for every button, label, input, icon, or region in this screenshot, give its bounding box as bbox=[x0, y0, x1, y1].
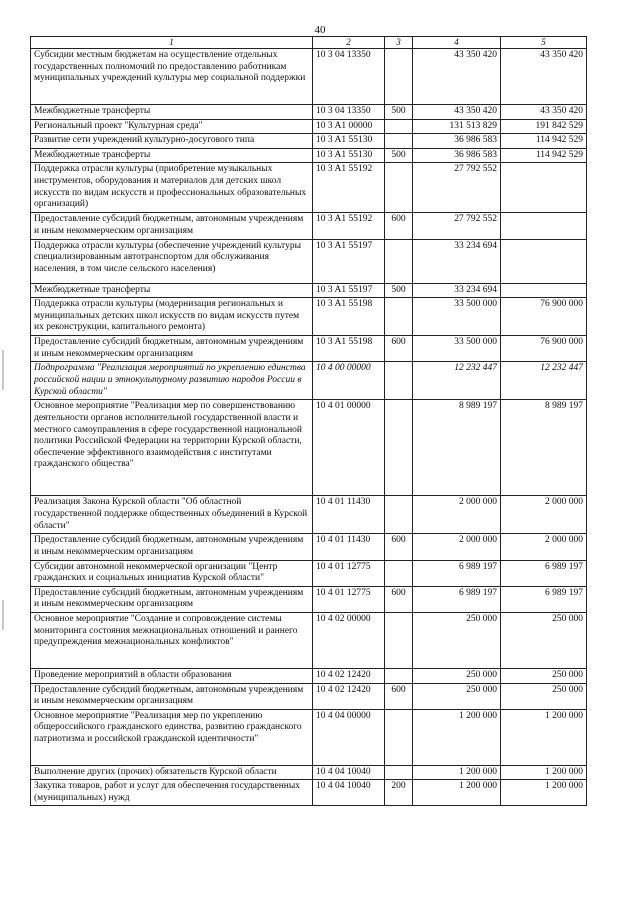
row-amount-1: 131 513 829 bbox=[413, 119, 501, 134]
row-code: 10 3 A1 55192 bbox=[313, 213, 385, 239]
row-amount-1: 250 000 bbox=[413, 683, 501, 709]
table-row bbox=[31, 668, 587, 683]
table-row bbox=[31, 765, 587, 780]
row-expense-type bbox=[385, 496, 413, 534]
row-amount-1: 33 500 000 bbox=[413, 298, 501, 336]
row-expense-type: 600 bbox=[385, 213, 413, 239]
row-name: Проведение мероприятий в области образования bbox=[31, 668, 313, 683]
row-name: Поддержка отрасли культуры (модернизация региональных и муниципальных детских школ искусств по видам искусств путем их реконструкции, капитального ремонта) bbox=[31, 298, 313, 336]
column-number: 2 bbox=[313, 37, 385, 49]
row-code: 10 3 A1 55192 bbox=[313, 163, 385, 213]
table-row bbox=[31, 560, 587, 586]
row-name: Предоставление субсидий бюджетным, автономным учреждениям и иным некоммерческим организациям bbox=[31, 586, 313, 612]
row-amount-2 bbox=[501, 163, 587, 213]
row-code: 10 4 00 00000 bbox=[313, 362, 385, 400]
row-name: Поддержка отрасли культуры (обеспечение учреждений культуры специализированным автотранспортом для обслуживания населения, в том числе сельского населения) bbox=[31, 239, 313, 283]
row-expense-type: 600 bbox=[385, 336, 413, 362]
row-code: 10 3 A1 55130 bbox=[313, 134, 385, 149]
row-code: 10 4 02 12420 bbox=[313, 668, 385, 683]
row-name: Межбюджетные трансферты bbox=[31, 283, 313, 298]
row-amount-1: 6 989 197 bbox=[413, 560, 501, 586]
row-amount-1: 27 792 552 bbox=[413, 213, 501, 239]
row-code: 10 4 01 12775 bbox=[313, 586, 385, 612]
row-expense-type bbox=[385, 298, 413, 336]
row-name: Субсидии местным бюджетам на осуществление отдельных государственных полномочий по предоставлению работникам муниципальных учреждений культуры мер социальной поддержки bbox=[31, 49, 313, 105]
row-name: Межбюджетные трансферты bbox=[31, 105, 313, 120]
table-row bbox=[31, 163, 587, 213]
row-name: Закупка товаров, работ и услуг для обеспечения государственных (муниципальных) нужд bbox=[31, 780, 313, 806]
row-code: 10 3 A1 55197 bbox=[313, 283, 385, 298]
scan-edge-mark bbox=[2, 600, 4, 630]
table-row bbox=[31, 586, 587, 612]
row-code: 10 4 04 10040 bbox=[313, 780, 385, 806]
row-amount-1: 33 500 000 bbox=[413, 336, 501, 362]
row-amount-2: 191 842 529 bbox=[501, 119, 587, 134]
row-amount-2: 1 200 000 bbox=[501, 765, 587, 780]
row-amount-2: 2 000 000 bbox=[501, 534, 587, 560]
table-row bbox=[31, 239, 587, 283]
row-amount-1: 1 200 000 bbox=[413, 780, 501, 806]
table-row bbox=[31, 298, 587, 336]
row-amount-2: 76 900 000 bbox=[501, 298, 587, 336]
row-expense-type bbox=[385, 239, 413, 283]
row-amount-2: 12 232 447 bbox=[501, 362, 587, 400]
table-row bbox=[31, 683, 587, 709]
column-number: 3 bbox=[385, 37, 413, 49]
row-name: Основное мероприятие "Реализация мер по совершенствованию деятельности органов исполнительной государственной власти и местного самоуправления в сфере государственной национальной политики Российской Федерации на территории Курской области, обеспечение эффективного взаимодействия с институтами гражданского общества" bbox=[31, 400, 313, 496]
table-row bbox=[31, 49, 587, 105]
row-amount-1: 2 000 000 bbox=[413, 534, 501, 560]
row-name: Подпрограмма "Реализация мероприятий по укреплению единства российской нации и этнокультурному развитию народов России в Курской области" bbox=[31, 362, 313, 400]
row-name: Реализация Закона Курской области "Об областной государственной поддержке общественных объединений в Курской области" bbox=[31, 496, 313, 534]
row-amount-1: 1 200 000 bbox=[413, 765, 501, 780]
row-code: 10 4 01 12775 bbox=[313, 560, 385, 586]
row-amount-2: 250 000 bbox=[501, 668, 587, 683]
row-amount-2: 6 989 197 bbox=[501, 586, 587, 612]
row-expense-type bbox=[385, 612, 413, 668]
table-row bbox=[31, 709, 587, 765]
table-row bbox=[31, 400, 587, 496]
row-amount-1: 250 000 bbox=[413, 668, 501, 683]
row-amount-1: 43 350 420 bbox=[413, 105, 501, 120]
row-amount-2: 2 000 000 bbox=[501, 496, 587, 534]
row-expense-type: 500 bbox=[385, 283, 413, 298]
row-code: 10 4 01 00000 bbox=[313, 400, 385, 496]
table-row bbox=[31, 612, 587, 668]
row-amount-1: 43 350 420 bbox=[413, 49, 501, 105]
row-amount-1: 8 989 197 bbox=[413, 400, 501, 496]
row-code: 10 4 02 00000 bbox=[313, 612, 385, 668]
row-amount-2: 6 989 197 bbox=[501, 560, 587, 586]
scan-edge-mark bbox=[2, 350, 4, 390]
row-amount-2 bbox=[501, 239, 587, 283]
row-code: 10 3 A1 00000 bbox=[313, 119, 385, 134]
row-name: Предоставление субсидий бюджетным, автономным учреждениям и иным некоммерческим организациям bbox=[31, 336, 313, 362]
row-amount-1: 36 986 583 bbox=[413, 134, 501, 149]
table-row bbox=[31, 780, 587, 806]
row-code: 10 4 01 11430 bbox=[313, 534, 385, 560]
row-expense-type bbox=[385, 119, 413, 134]
row-amount-2 bbox=[501, 213, 587, 239]
row-name: Поддержка отрасли культуры (приобретение музыкальных инструментов, оборудования и материалов для детских школ искусств по видам искусств и профессиональных образовательных организаций) bbox=[31, 163, 313, 213]
page-number: 40 bbox=[314, 24, 326, 36]
column-number: 4 bbox=[413, 37, 501, 49]
row-name: Межбюджетные трансферты bbox=[31, 148, 313, 163]
table-row bbox=[31, 496, 587, 534]
row-amount-1: 1 200 000 bbox=[413, 709, 501, 765]
row-expense-type bbox=[385, 668, 413, 683]
row-code: 10 3 A1 55198 bbox=[313, 298, 385, 336]
row-amount-2: 1 200 000 bbox=[501, 709, 587, 765]
table-row bbox=[31, 336, 587, 362]
table-row bbox=[31, 119, 587, 134]
row-expense-type: 600 bbox=[385, 586, 413, 612]
row-code: 10 3 04 13350 bbox=[313, 49, 385, 105]
row-expense-type: 600 bbox=[385, 534, 413, 560]
row-code: 10 3 A1 55198 bbox=[313, 336, 385, 362]
row-code: 10 3 A1 55197 bbox=[313, 239, 385, 283]
budget-table bbox=[30, 36, 587, 806]
row-code: 10 4 01 11430 bbox=[313, 496, 385, 534]
row-name: Субсидии автономной некоммерческой организации "Центр гражданских и социальных инициатив Курской области" bbox=[31, 560, 313, 586]
row-expense-type bbox=[385, 49, 413, 105]
table-row bbox=[31, 213, 587, 239]
row-amount-1: 250 000 bbox=[413, 612, 501, 668]
row-name: Предоставление субсидий бюджетным, автономным учреждениям и иным некоммерческим организациям bbox=[31, 213, 313, 239]
row-expense-type bbox=[385, 560, 413, 586]
row-amount-2: 76 900 000 bbox=[501, 336, 587, 362]
table-row bbox=[31, 148, 587, 163]
row-name: Основное мероприятие "Реализация мер по укреплению общероссийского гражданского единства, развитию гражданского патриотизма и российской гражданской идентичности" bbox=[31, 709, 313, 765]
table-row bbox=[31, 283, 587, 298]
row-name: Основное мероприятие "Создание и сопровождение системы мониторинга состояния межнациональных отношений и раннего предупреждения межнациональных конфликтов" bbox=[31, 612, 313, 668]
column-number: 5 bbox=[501, 37, 587, 49]
row-amount-2: 8 989 197 bbox=[501, 400, 587, 496]
row-name: Развитие сети учреждений культурно-досугового типа bbox=[31, 134, 313, 149]
row-amount-2: 43 350 420 bbox=[501, 49, 587, 105]
row-amount-2: 43 350 420 bbox=[501, 105, 587, 120]
row-amount-2 bbox=[501, 283, 587, 298]
table-header-row bbox=[31, 37, 587, 49]
row-amount-2: 250 000 bbox=[501, 683, 587, 709]
row-expense-type: 200 bbox=[385, 780, 413, 806]
row-code: 10 4 04 10040 bbox=[313, 765, 385, 780]
column-number: 1 bbox=[31, 37, 313, 49]
row-expense-type bbox=[385, 709, 413, 765]
row-code: 10 3 04 13350 bbox=[313, 105, 385, 120]
table-row bbox=[31, 134, 587, 149]
row-amount-1: 2 000 000 bbox=[413, 496, 501, 534]
table-row bbox=[31, 105, 587, 120]
row-amount-2: 114 942 529 bbox=[501, 148, 587, 163]
row-expense-type bbox=[385, 362, 413, 400]
row-amount-1: 33 234 694 bbox=[413, 239, 501, 283]
row-amount-1: 33 234 694 bbox=[413, 283, 501, 298]
row-amount-1: 12 232 447 bbox=[413, 362, 501, 400]
row-expense-type: 500 bbox=[385, 148, 413, 163]
table-row bbox=[31, 362, 587, 400]
row-amount-2: 250 000 bbox=[501, 612, 587, 668]
row-code: 10 4 02 12420 bbox=[313, 683, 385, 709]
row-amount-1: 6 989 197 bbox=[413, 586, 501, 612]
row-expense-type bbox=[385, 163, 413, 213]
row-expense-type bbox=[385, 400, 413, 496]
row-expense-type bbox=[385, 134, 413, 149]
row-expense-type bbox=[385, 765, 413, 780]
row-code: 10 4 04 00000 bbox=[313, 709, 385, 765]
row-code: 10 3 A1 55130 bbox=[313, 148, 385, 163]
row-name: Выполнение других (прочих) обязательств Курской области bbox=[31, 765, 313, 780]
row-amount-1: 36 986 583 bbox=[413, 148, 501, 163]
row-expense-type: 500 bbox=[385, 105, 413, 120]
row-amount-2: 1 200 000 bbox=[501, 780, 587, 806]
row-name: Предоставление субсидий бюджетным, автономным учреждениям и иным некоммерческим организациям bbox=[31, 534, 313, 560]
row-name: Региональный проект "Культурная среда" bbox=[31, 119, 313, 134]
row-name: Предоставление субсидий бюджетным, автономным учреждениям и иным некоммерческим организациям bbox=[31, 683, 313, 709]
row-amount-1: 27 792 552 bbox=[413, 163, 501, 213]
row-amount-2: 114 942 529 bbox=[501, 134, 587, 149]
row-expense-type: 600 bbox=[385, 683, 413, 709]
table-row bbox=[31, 534, 587, 560]
